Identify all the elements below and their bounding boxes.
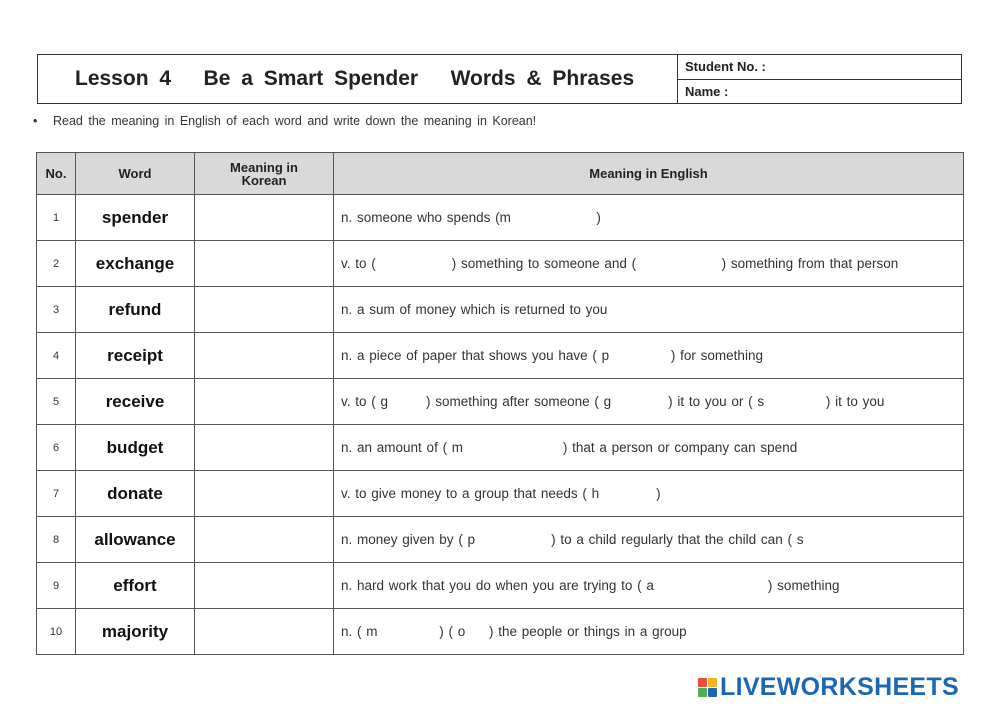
row-number: 4 [37, 333, 76, 379]
vocab-word: effort [76, 563, 195, 609]
instruction-label: Read the meaning in English of each word and write down the meaning in Korean! [53, 114, 537, 128]
row-number: 6 [37, 425, 76, 471]
table-row [37, 287, 964, 333]
english-meaning: n. ( m ) ( o ) the people or things in a group [334, 609, 964, 655]
korean-answer-field[interactable] [195, 609, 334, 655]
table-row [37, 379, 964, 425]
row-number: 5 [37, 379, 76, 425]
row-number: 9 [37, 563, 76, 609]
table-row [37, 517, 964, 563]
vocab-word: allowance [76, 517, 195, 563]
student-info-fields [678, 55, 961, 103]
logo-square-yellow [708, 678, 717, 687]
table-header-row [37, 153, 964, 195]
english-meaning: v. to ( ) something to someone and ( ) something from that person [334, 241, 964, 287]
korean-answer-field[interactable] [195, 379, 334, 425]
vocab-word: refund [76, 287, 195, 333]
vocab-word: receipt [76, 333, 195, 379]
table-row [37, 563, 964, 609]
vocab-word: exchange [76, 241, 195, 287]
name-field[interactable]: Name : [678, 79, 961, 104]
logo-square-green [698, 688, 707, 697]
liveworksheets-logo [698, 673, 959, 702]
english-meaning: v. to give money to a group that needs ( h ) [334, 471, 964, 517]
worksheet-title: Lesson 4 Be a Smart Spender Words & Phrases [38, 55, 678, 103]
column-header-english: Meaning in English [334, 153, 964, 195]
english-meaning: n. a piece of paper that shows you have ( p ) for something [334, 333, 964, 379]
row-number: 3 [37, 287, 76, 333]
row-number: 2 [37, 241, 76, 287]
instruction-text [33, 114, 536, 128]
vocab-word: spender [76, 195, 195, 241]
column-header-word: Word [76, 153, 195, 195]
bullet-icon: • [33, 114, 38, 128]
vocab-word: receive [76, 379, 195, 425]
english-meaning: n. someone who spends (m ) [334, 195, 964, 241]
table-row [37, 425, 964, 471]
row-number: 8 [37, 517, 76, 563]
korean-answer-field[interactable] [195, 563, 334, 609]
vocab-word: donate [76, 471, 195, 517]
vocab-word: budget [76, 425, 195, 471]
column-header-no: No. [37, 153, 76, 195]
worksheet-header [37, 54, 962, 104]
logo-square-blue [708, 688, 717, 697]
korean-answer-field[interactable] [195, 425, 334, 471]
row-number: 1 [37, 195, 76, 241]
row-number: 7 [37, 471, 76, 517]
column-header-korean-line2: Korean [241, 172, 287, 188]
english-meaning: v. to ( g ) something after someone ( g ) it to you or ( s ) it to you [334, 379, 964, 425]
english-meaning: n. money given by ( p ) to a child regularly that the child can ( s [334, 517, 964, 563]
korean-answer-field[interactable] [195, 287, 334, 333]
column-header-korean-line1: Meaning in [230, 159, 298, 175]
vocabulary-table [36, 152, 964, 655]
korean-answer-field[interactable] [195, 471, 334, 517]
table-row [37, 241, 964, 287]
korean-answer-field[interactable] [195, 333, 334, 379]
table-row [37, 195, 964, 241]
table-row [37, 609, 964, 655]
column-header-korean [195, 153, 334, 195]
english-meaning: n. hard work that you do when you are trying to ( a ) something [334, 563, 964, 609]
liveworksheets-logo-icon [698, 678, 717, 697]
korean-answer-field[interactable] [195, 517, 334, 563]
vocab-word: majority [76, 609, 195, 655]
korean-answer-field[interactable] [195, 241, 334, 287]
liveworksheets-logo-text: LIVEWORKSHEETS [720, 673, 959, 701]
table-row [37, 471, 964, 517]
english-meaning: n. a sum of money which is returned to you [334, 287, 964, 333]
row-number: 10 [37, 609, 76, 655]
logo-square-red [698, 678, 707, 687]
korean-answer-field[interactable] [195, 195, 334, 241]
student-no-field[interactable]: Student No. : [685, 59, 766, 75]
table-row [37, 333, 964, 379]
english-meaning: n. an amount of ( m ) that a person or company can spend [334, 425, 964, 471]
